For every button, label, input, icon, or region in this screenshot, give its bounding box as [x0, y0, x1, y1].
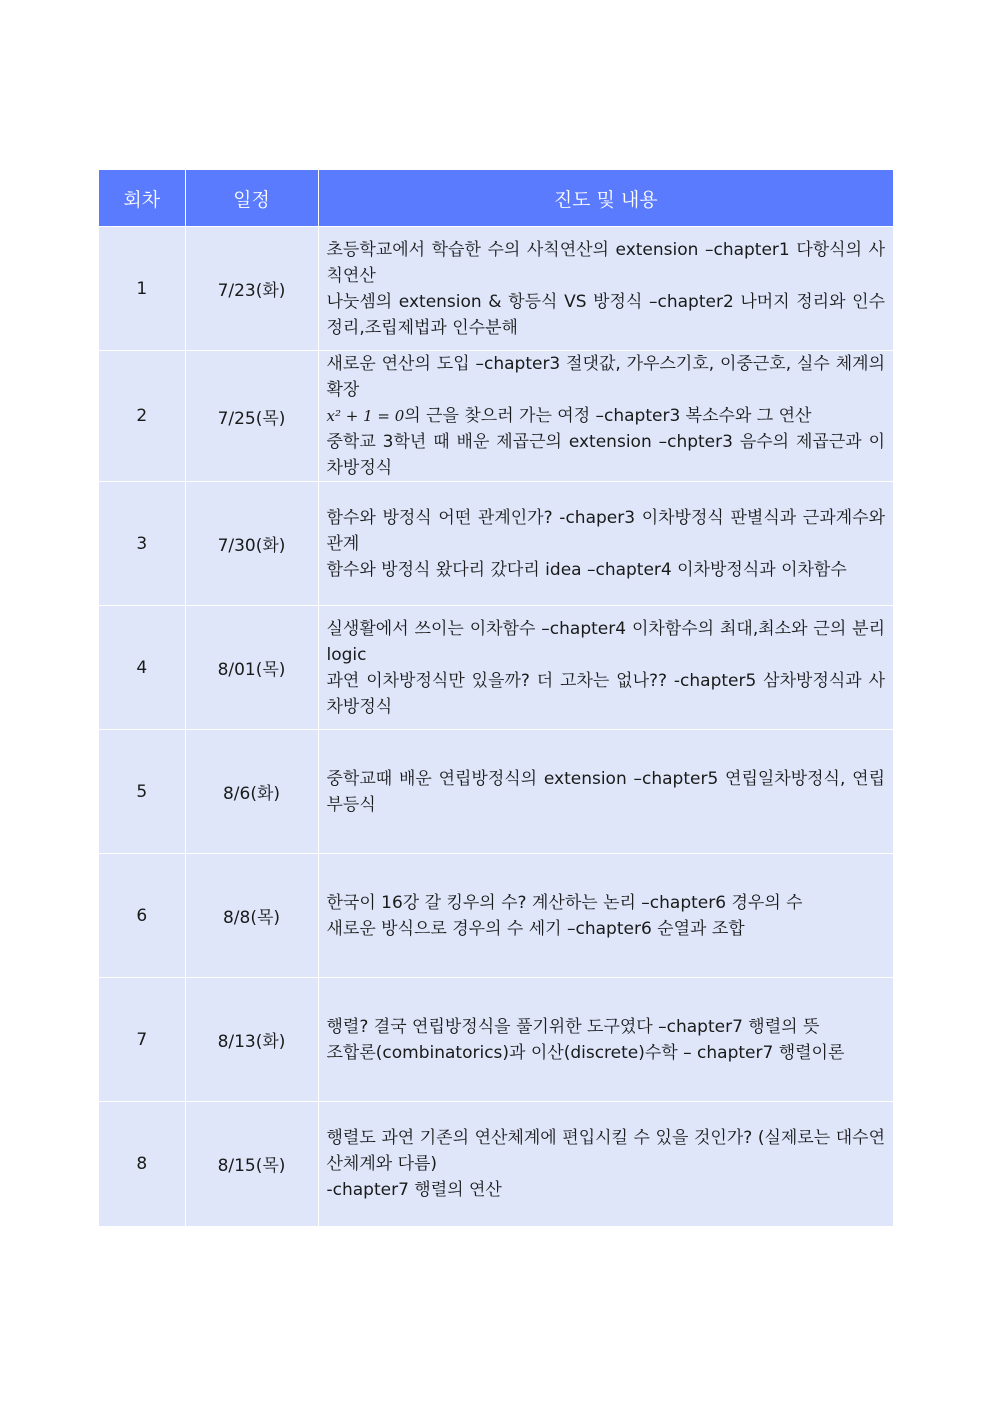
table-row [99, 978, 893, 1102]
content-line: 실생활에서 쓰이는 이차함수 –chapter4 이차함수의 최대,최소와 근의 분리 logic [326, 618, 885, 665]
date-cell: 7/30(화) [185, 482, 318, 606]
content-line: 행렬도 과연 기존의 연산체계에 편입시킬 수 있을 것인가? (실제로는 대수연산체계와 다름) [326, 1127, 885, 1174]
content-line: 중학교 3학년 때 배운 제곱근의 extension –chpter3 음수의 제곱근과 이차방정식 [326, 432, 885, 478]
content-cell [318, 351, 893, 482]
date-cell: 7/23(화) [185, 227, 318, 351]
content-cell [318, 227, 893, 351]
content-line-with-math [327, 403, 886, 429]
table-row [99, 482, 893, 606]
date-cell: 8/15(목) [185, 1102, 318, 1226]
content-line: 새로운 방식으로 경우의 수 세기 –chapter6 순열과 조합 [326, 918, 745, 939]
header-date: 일정 [185, 170, 318, 227]
table-row [99, 351, 893, 482]
round-cell: 6 [99, 854, 185, 978]
round-cell: 7 [99, 978, 185, 1102]
date-cell: 7/25(목) [185, 351, 318, 482]
schedule-table [99, 170, 893, 1226]
table-row [99, 227, 893, 351]
date-cell: 8/8(목) [185, 854, 318, 978]
date-cell: 8/01(목) [185, 606, 318, 730]
content-cell [318, 854, 893, 978]
header-round: 회차 [99, 170, 185, 227]
content-line: 행렬? 결국 연립방정식을 풀기위한 도구였다 –chapter7 행렬의 뜻 [326, 1016, 820, 1037]
round-cell: 8 [99, 1102, 185, 1226]
round-cell: 5 [99, 730, 185, 854]
table-row [99, 1102, 893, 1226]
content-cell [318, 482, 893, 606]
table-row [99, 730, 893, 854]
round-cell: 3 [99, 482, 185, 606]
content-cell [318, 1102, 893, 1226]
round-cell: 1 [99, 227, 185, 351]
content-cell [318, 606, 893, 730]
round-cell: 4 [99, 606, 185, 730]
content-line: 중학교때 배운 연립방정식의 extension –chapter5 연립일차방정식, 연립부등식 [326, 768, 885, 815]
content-line: 조합론(combinatorics)과 이산(discrete)수학 – chapter7 행렬이론 [326, 1042, 845, 1063]
content-line: 한국이 16강 갈 킹우의 수? 계산하는 논리 –chapter6 경우의 수 [326, 892, 803, 913]
content-line: 함수와 방정식 어떤 관계인가? -chaper3 이차방정식 판별식과 근과계수와 관계 [326, 507, 885, 554]
content-line: 과연 이차방정식만 있을까? 더 고차는 없나?? -chapter5 삼차방정식과 사차방정식 [326, 670, 885, 717]
content-line: -chapter7 행렬의 연산 [326, 1179, 502, 1200]
content-cell [318, 730, 893, 854]
header-content: 진도 및 내용 [318, 170, 893, 227]
content-line-text: 의 근을 찾으러 가는 여정 –chapter3 복소수와 그 연산 [404, 406, 812, 426]
round-cell: 2 [99, 351, 185, 482]
math-equation: x² + 1 = 0 [326, 407, 405, 425]
table-row [99, 854, 893, 978]
date-cell: 8/6(화) [185, 730, 318, 854]
content-cell [318, 978, 893, 1102]
date-cell: 8/13(화) [185, 978, 318, 1102]
content-line: 나눗셈의 extension & 항등식 VS 방정식 –chapter2 나머지 정리와 인수정리,조립제법과 인수분해 [326, 291, 885, 338]
content-line: 초등학교에서 학습한 수의 사칙연산의 extension –chapter1 다항식의 사칙연산 [326, 239, 885, 286]
content-line: 함수와 방정식 왔다리 갔다리 idea –chapter4 이차방정식과 이차함수 [326, 559, 847, 580]
content-line: 새로운 연산의 도입 –chapter3 절댓값, 가우스기호, 이중근호, 실수 체계의 확장 [326, 354, 885, 400]
table-row [99, 606, 893, 730]
table-header-row [99, 170, 893, 227]
